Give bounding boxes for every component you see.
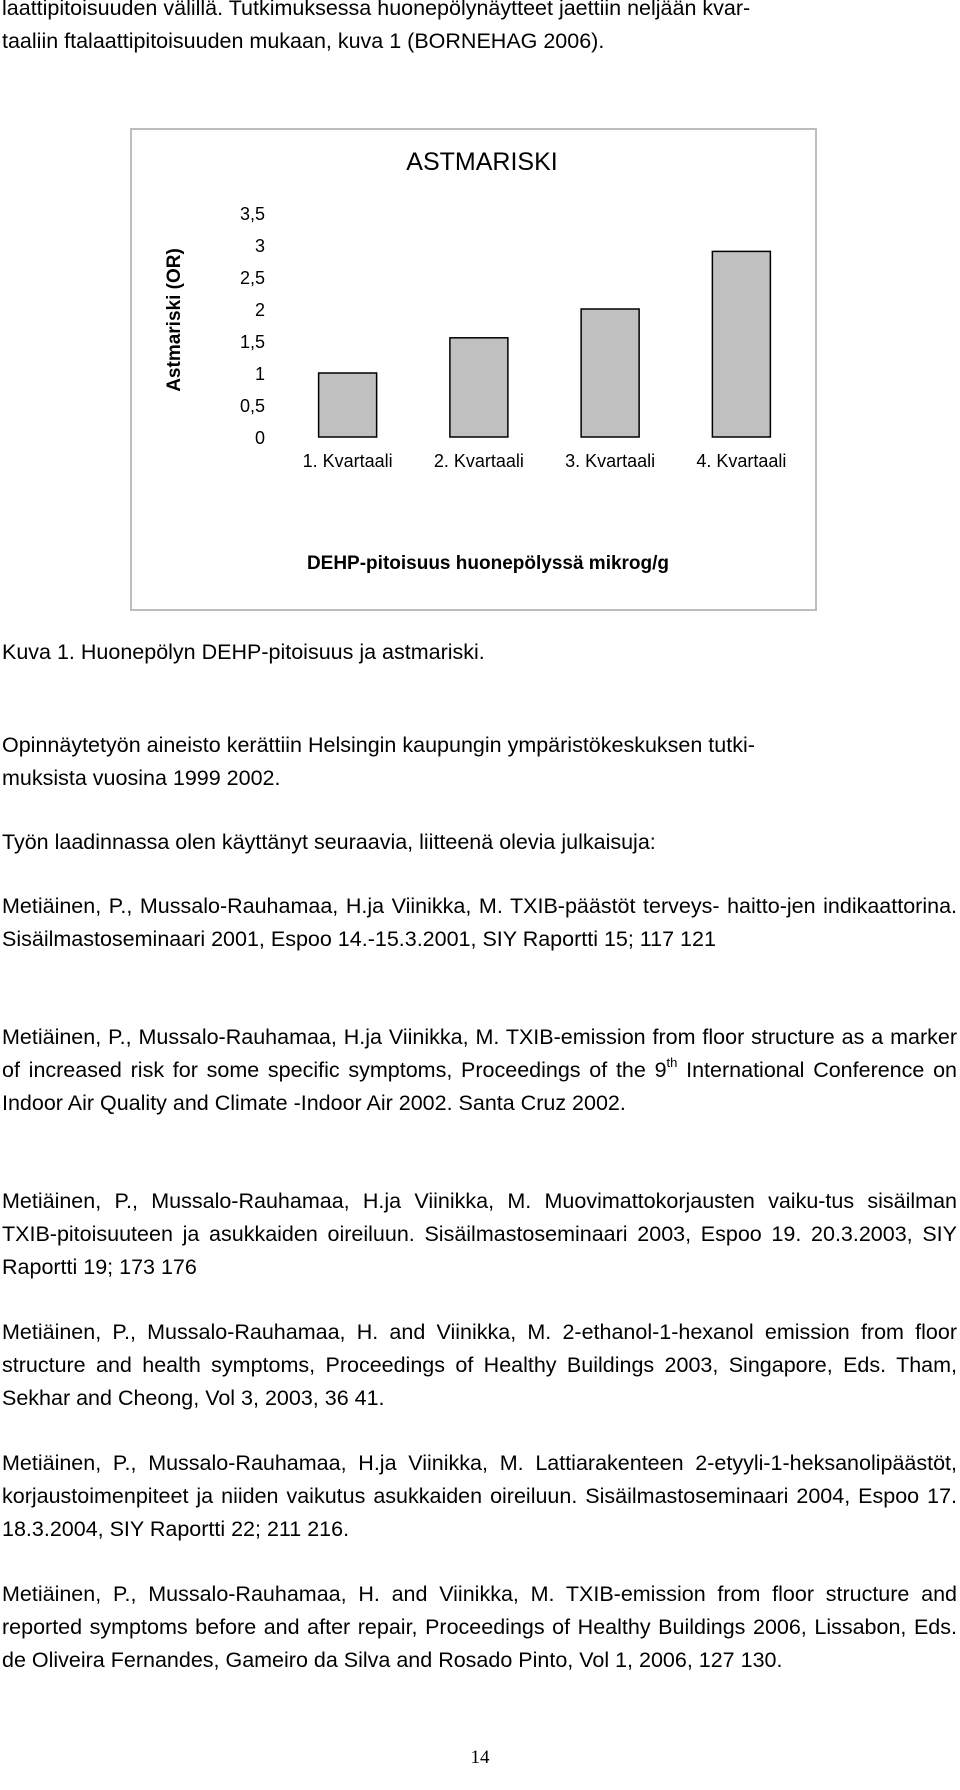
bar: [712, 251, 770, 437]
y-tick-label: 1,5: [239, 332, 265, 352]
chart-title: ASTMARISKI: [406, 148, 558, 176]
asthma-risk-chart: [132, 130, 815, 609]
x-tick-label: 2. Kvartaali: [433, 451, 524, 471]
intro-line-1: laattipitoisuuden välillä. Tutkimuksessa huonepölynäytteet jaettiin neljään kvar-: [2, 0, 751, 20]
reference-3: Metiäinen, P., Mussalo-Rauhamaa, H.ja Viinikka, M. Muovimattokorjausten vaiku-tus sisäilman TXIB-pitoisuuteen ja asukkaiden oireiluun. Sisäilmastoseminaari 2003, Espoo 19. 20.3.2003, SIY Raportti 19; 173 176: [2, 1189, 957, 1279]
reference-4: Metiäinen, P., Mussalo-Rauhamaa, H. and Viinikka, M. 2-ethanol-1-hexanol emission from floor structure and health symptoms, Proceedings of Healthy Buildings 2003, Singapore, Eds. Tham, Sekhar and Cheong, Vol 3, 2003, 36 41.: [2, 1320, 957, 1410]
plot-area: [240, 204, 786, 471]
chart-frame: [130, 128, 817, 611]
intro-paragraph: [2, 0, 957, 58]
intro-line-2: taaliin ftalaattipitoisuuden mukaan, kuva 1 (BORNEHAG 2006).: [2, 29, 605, 53]
y-axis-label: Astmariski (OR): [164, 248, 185, 392]
y-tick-label: 0,5: [239, 396, 265, 416]
y-tick-label: 2,5: [239, 268, 265, 288]
y-tick-label: 0: [254, 428, 265, 448]
x-axis-label: DEHP-pitoisuus huonepölyssä mikrog/g: [306, 553, 670, 574]
paragraph-publications-intro: Työn laadinnassa olen käyttänyt seuraavia, liitteenä olevia julkaisuja:: [2, 830, 656, 854]
x-tick-label: 4. Kvartaali: [696, 451, 787, 471]
x-tick-label: 3. Kvartaali: [565, 451, 656, 471]
page-number: 14: [470, 1747, 490, 1768]
paragraph-line-2: muksista vuosina 1999 2002.: [2, 766, 281, 790]
reference-1: Metiäinen, P., Mussalo-Rauhamaa, H.ja Viinikka, M. TXIB-päästöt terveys- haitto-jen indikaattorina. Sisäilmastoseminaari 2001, Espoo 14.-15.3.2001, SIY Raportti 15; 117 121: [2, 894, 957, 951]
y-tick-label: 3,5: [239, 204, 265, 224]
y-tick-label: 2: [254, 300, 265, 320]
x-tick-label: 1. Kvartaali: [302, 451, 393, 471]
reference-2-text: Metiäinen, P., Mussalo-Rauhamaa, H.ja Viinikka, M. TXIB-emission from floor structure as a marker of increased risk for some specific symptoms, Proceedings of the 9: [2, 1025, 957, 1082]
y-tick-label: 1: [254, 364, 265, 384]
figure-caption: Kuva 1. Huonepölyn DEHP-pitoisuus ja astmariski.: [2, 640, 485, 664]
reference-6: Metiäinen, P., Mussalo-Rauhamaa, H. and Viinikka, M. TXIB-emission from floor structure and reported symptoms before and after repair, Proceedings of Healthy Buildings 2006, Lissabon, Eds. de Oliveira Fernandes, Gameiro da Silva and Rosado Pinto, Vol 1, 2006, 127 130.: [2, 1582, 957, 1672]
ordinal-superscript: th: [666, 1054, 678, 1070]
bar: [450, 338, 508, 437]
paragraph-data-source: [2, 729, 957, 795]
bar: [581, 309, 639, 437]
reference-2: [2, 1021, 957, 1120]
y-tick-label: 3: [254, 236, 265, 256]
reference-5: Metiäinen, P., Mussalo-Rauhamaa, H.ja Viinikka, M. Lattiarakenteen 2-etyyli-1-heksanolipäästöt, korjaustoimenpiteet ja niiden vaikutus asukkaiden oireiluun. Sisäilmastoseminaari 2004, Espoo 17. 18.3.2004, SIY Raportti 22; 211 216.: [2, 1451, 957, 1541]
bar: [319, 373, 377, 437]
paragraph-line-1: Opinnäytetyön aineisto kerättiin Helsingin kaupungin ympäristökeskuksen tutki-: [2, 733, 755, 757]
reference-2-text-cont: International Conference on Indoor Air Quality and Climate -Indoor Air 2002. Santa Cruz 2002.: [2, 1058, 958, 1115]
